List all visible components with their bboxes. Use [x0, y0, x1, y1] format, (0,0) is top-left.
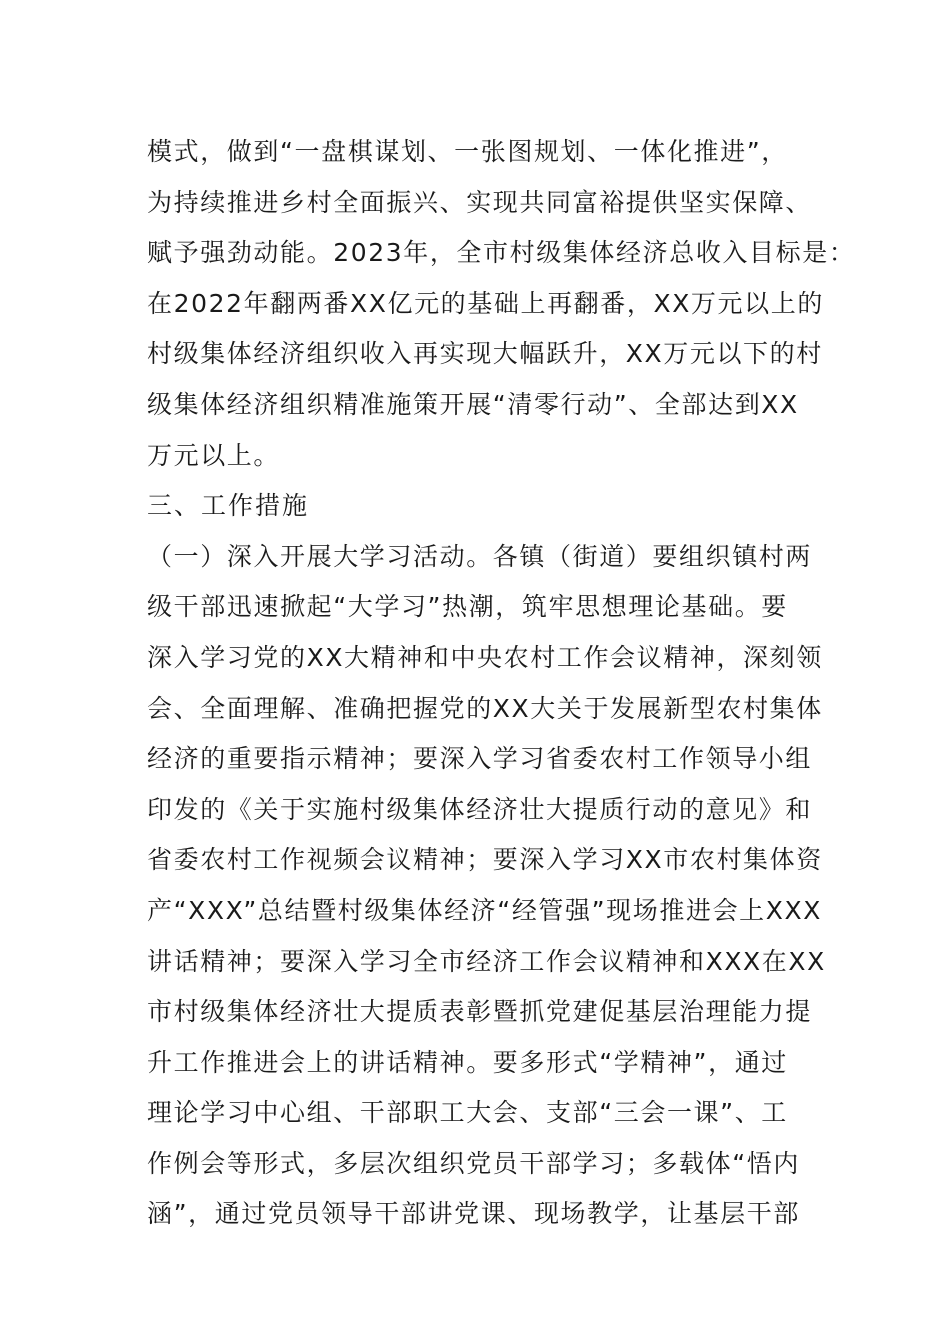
- text-line: 作例会等形式，多层次组织党员干部学习；多载体“悟内: [147, 1148, 800, 1178]
- text-line: 深入学习党的XX大精神和中央农村工作会议精神，深刻领: [147, 642, 823, 672]
- text-line: 市村级集体经济壮大提质表彰暨抓党建促基层治理能力提: [147, 997, 813, 1027]
- text-line: 在2022年翻两番XX亿元的基础上再翻番，XX万元以上的: [147, 288, 824, 318]
- text-line: （一）深入开展大学习活动。各镇（街道）要组织镇村两: [147, 541, 813, 571]
- text-line: 为持续推进乡村全面振兴、实现共同富裕提供坚实保障、: [147, 187, 813, 217]
- document-body: [147, 127, 856, 1240]
- text-line: 印发的《关于实施村级集体经济壮大提质行动的意见》和: [147, 794, 813, 824]
- text-line: 产“XXX”总结暨村级集体经济“经管强”现场推进会上XXX: [147, 895, 822, 925]
- text-line: 模式，做到“一盘棋谋划、一张图规划、一体化推进”，: [147, 137, 788, 166]
- text-line: 升工作推进会上的讲话精神。要多形式“学精神”，通过: [147, 1047, 788, 1077]
- text-line: 涵”，通过党员领导干部讲党课、现场教学，让基层干部: [147, 1199, 800, 1229]
- text-line: 万元以上。: [147, 440, 281, 470]
- text-line: 会、全面理解、准确把握党的XX大关于发展新型农村集体: [147, 693, 823, 723]
- section-heading: 三、工作措施: [147, 491, 310, 521]
- text-line: 理论学习中心组、干部职工大会、支部“三会一课”、工: [147, 1098, 788, 1128]
- text-line: 讲话精神；要深入学习全市经济工作会议精神和XXX在XX: [147, 946, 826, 976]
- text-line: 村级集体经济组织收入再实现大幅跃升，XX万元以下的村: [147, 339, 823, 369]
- text-line: 经济的重要指示精神；要深入学习省委农村工作领导小组: [147, 744, 813, 774]
- text-line: 级干部迅速掀起“大学习”热潮，筑牢思想理论基础。要: [147, 592, 788, 622]
- text-line: 级集体经济组织精准施策开展“清零行动”、全部达到XX: [147, 389, 799, 419]
- text-line: 赋予强劲动能。2023年，全市村级集体经济总收入目标是：: [147, 238, 856, 268]
- text-line: 省委农村工作视频会议精神；要深入学习XX市农村集体资: [147, 845, 823, 875]
